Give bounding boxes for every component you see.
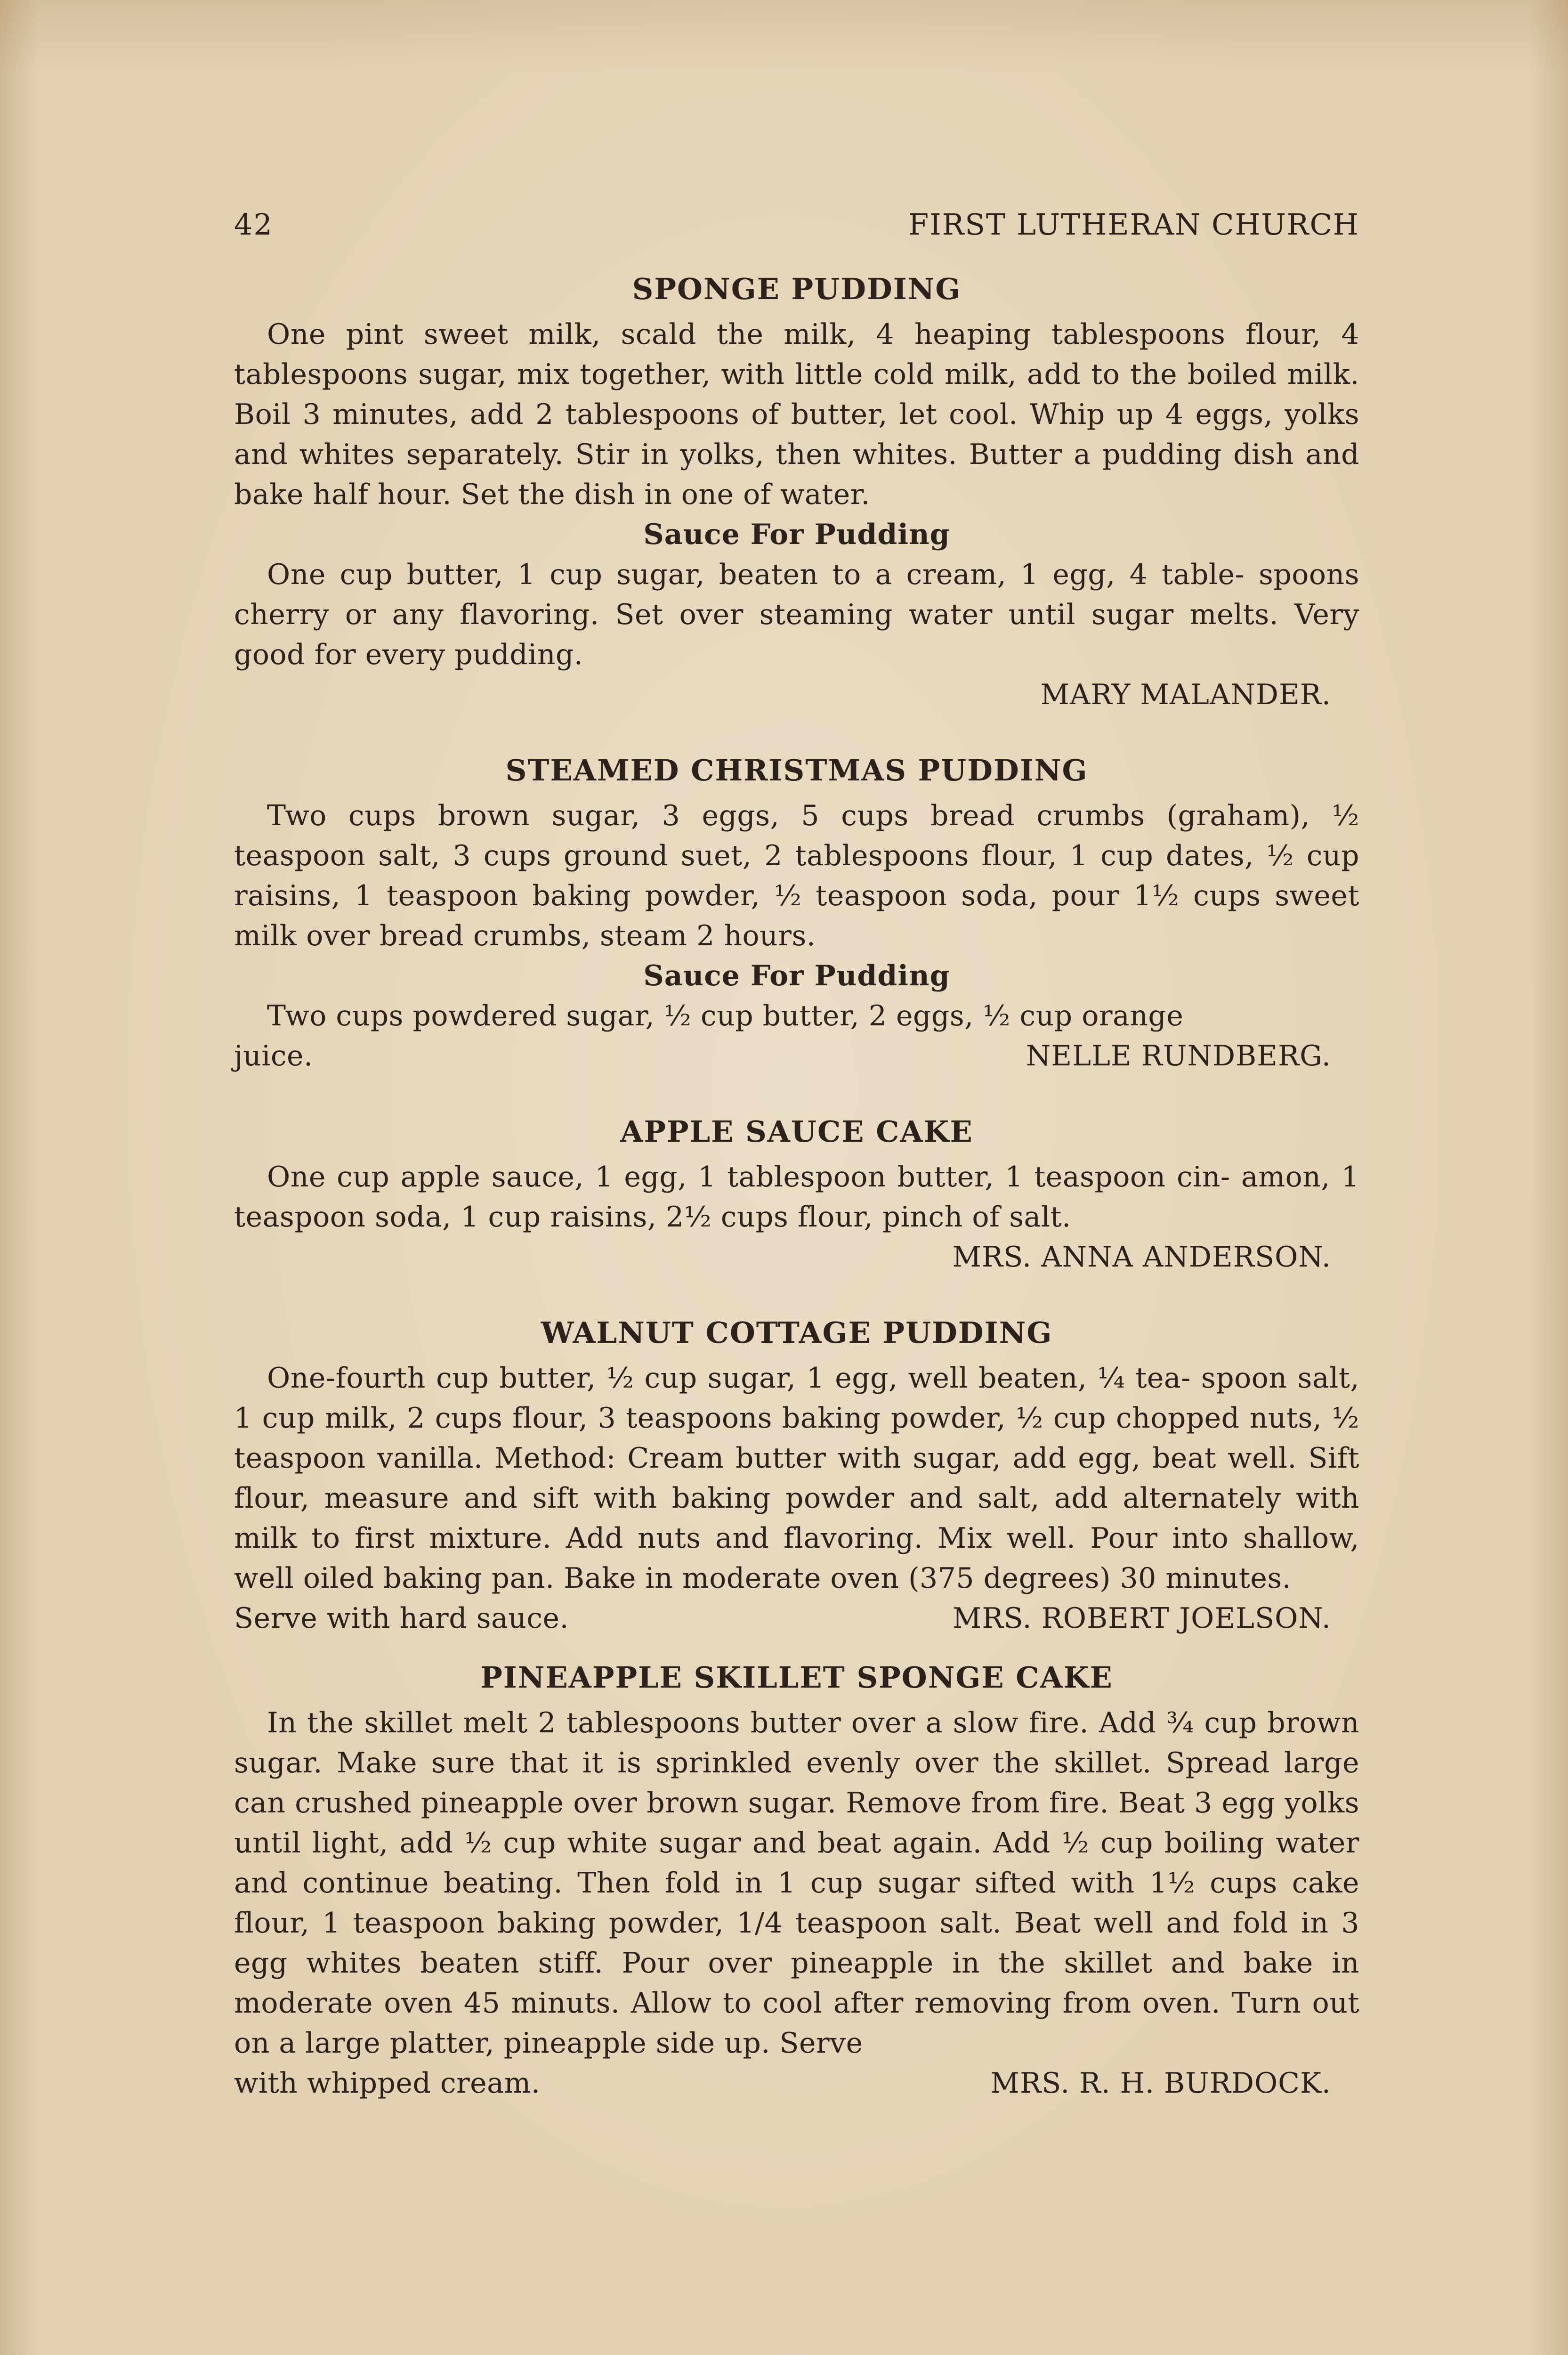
recipe-body-end-row [234,2063,1359,2103]
recipe-title: APPLE SAUCE CAKE [620,1114,973,1149]
recipe-sponge-pudding [234,269,1359,715]
recipe-steamed-christmas-pudding [234,750,1359,1076]
recipe-title: PINEAPPLE SKILLET SPONGE CAKE [480,1660,1113,1695]
page-number: 42 [234,207,273,242]
running-title: FIRST LUTHERAN CHURCH [908,207,1359,242]
recipe-body: One cup apple sauce, 1 egg, 1 tablespoon butter, 1 teaspoon cin- amon, 1 teaspoon soda, 1 cup raisins, 2½ cups flour, pinch of salt. [234,1161,1359,1234]
recipe-title: STEAMED CHRISTMAS PUDDING [505,753,1088,788]
recipe-body: In the skillet melt 2 tablespoons butter over a slow fire. Add ¾ cup brown sugar. Make sure that it is sprinkled evenly over the skillet. Spread large can crushed pineapple over brown sugar. Remove from fire. Beat 3 egg yolks until light, add ½ cup white sugar and beat again. Add ½ cup boiling water and continue beating. Then fold in 1 cup sugar sifted with 1½ cups cake flour, 1 teaspoon baking powder, 1/4 teaspoon salt. Beat well and fold in 3 egg whites beaten stiff. Pour over pineapple in the skillet and bake in moderate oven 45 minuts. Allow to cool after removing from oven. Turn out on a large platter, pineapple side up. Serve [234,1706,1359,2060]
sauce-body: One cup butter, 1 cup sugar, beaten to a cream, 1 egg, 4 table- spoons cherry or any flavoring. Set over steaming water until sugar melts. Very good for every pudding. [234,558,1359,671]
recipe-body-end-row [234,1599,1359,1639]
sauce-title: Sauce For Pudding [643,518,950,551]
sauce-body: Two cups powdered sugar, ½ cup butter, 2 eggs, ½ cup orange [267,999,1184,1032]
sauce-body-end-row [234,1036,1359,1076]
recipe-body-end: Serve with hard sauce. [234,1602,569,1635]
recipe-apple-sauce-cake [234,1112,1359,1277]
recipe-title: WALNUT COTTAGE PUDDING [541,1316,1053,1350]
recipe-pineapple-skillet-sponge-cake [234,1657,1359,2103]
recipe-author: NELLE RUNDBERG. [1026,1039,1331,1072]
recipe-author: MRS. ANNA ANDERSON. [952,1241,1331,1274]
recipe-body-end: with whipped cream. [234,2067,541,2100]
sauce-title: Sauce For Pudding [643,959,950,992]
recipe-body: One pint sweet milk, scald the milk, 4 heaping tablespoons flour, 4 tablespoons sugar, mix together, with little cold milk, add to the boiled milk. Boil 3 minutes, add 2 tablespoons of butter, let cool. Whip up 4 eggs, yolks and whites separately. Stir in yolks, then whites. Butter a pudding dish and bake half hour. Set the dish in one of water. [234,318,1359,511]
recipe-author: MRS. R. H. BURDOCK. [990,2067,1331,2100]
recipe-author: MARY MALANDER. [1040,678,1331,711]
recipe-author: MRS. ROBERT JOELSON. [952,1602,1331,1635]
book-page [234,207,1359,2103]
recipe-body: Two cups brown sugar, 3 eggs, 5 cups bread crumbs (graham), ½ teaspoon salt, 3 cups ground suet, 2 tablespoons flour, 1 cup dates, ½ cup raisins, 1 teaspoon baking powder, ½ teaspoon soda, pour 1½ cups sweet milk over bread crumbs, steam 2 hours. [234,799,1359,952]
recipe-body: One-fourth cup butter, ½ cup sugar, 1 egg, well beaten, ¼ tea- spoon salt, 1 cup milk, 2 cups flour, 3 teaspoons baking powder, ½ cup chopped nuts, ½ teaspoon vanilla. Method: Cream butter with sugar, add egg, beat well. Sift flour, measure and sift with baking powder and salt, add alternately with milk to first mixture. Add nuts and flavoring. Mix well. Pour into shallow, well oiled baking pan. Bake in moderate oven (375 degrees) 30 minutes. [234,1362,1359,1595]
recipe-title: SPONGE PUDDING [632,272,962,306]
running-header [234,207,1359,242]
sauce-body-end: juice. [234,1039,313,1072]
recipe-walnut-cottage-pudding [234,1313,1359,1639]
